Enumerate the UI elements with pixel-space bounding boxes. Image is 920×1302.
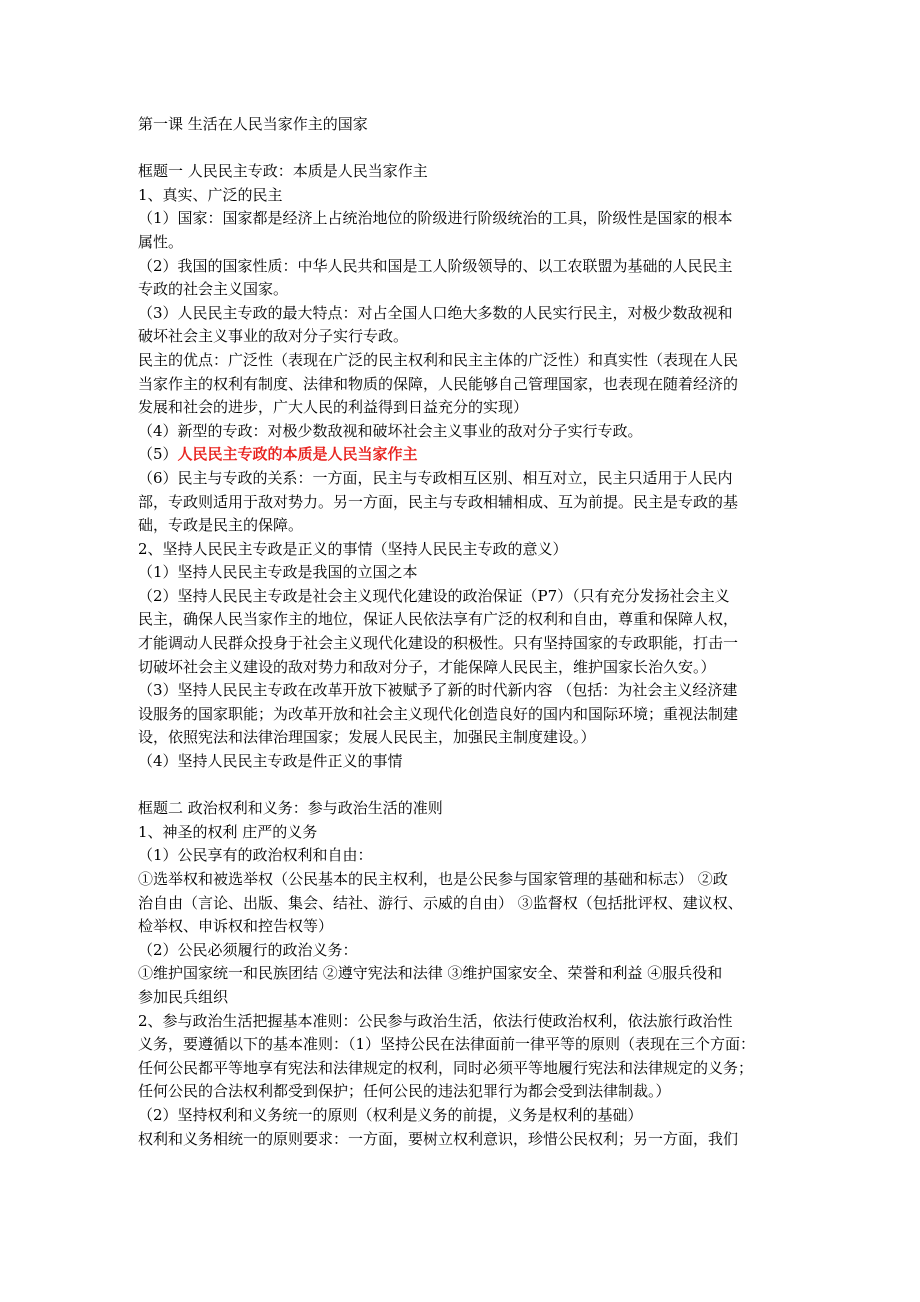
text-line: （3）人民民主专政的最大特点：对占全国人口绝大多数的人民实行民主，对极少数敌视和 [138, 303, 733, 322]
text-line: （3）坚持人民民主专政在改革开放下被赋予了新的时代新内容 （包括：为社会主义经济建 [138, 681, 738, 700]
blank-line [138, 137, 798, 161]
text-line: 义务，要遵循以下的基本准则：（1）坚持公民在法律面前一律平等的原则（表现在三个方面： [138, 1035, 756, 1054]
text-line: 参加民兵组织 [138, 987, 229, 1006]
text-line: 权利和义务相统一的原则要求：一方面，要树立权利意识，珍惜公民权利；另一方面，我们 [138, 1129, 739, 1148]
highlight-text: 人民民主专政的本质是人民当家作主 [177, 445, 418, 464]
lesson-title: 第一课 生活在人民当家作主的国家 [138, 115, 368, 133]
text-line: ①选举权和被选举权（公民基本的民主权利，也是公民参与国家管理的基础和标志） ②政 [138, 870, 728, 888]
text-line: 检举权、申诉权和控告权等） [138, 917, 334, 936]
section-heading: 框题一 人民民主专政：本质是人民当家作主 [138, 162, 428, 181]
text-line: 民主的优点：广泛性（表现在广泛的民主权利和民主主体的广泛性）和真实性（表现在人民 [138, 350, 739, 369]
text-line: （4）新型的专政：对极少数敌视和破坏社会主义事业的敌对分子实行专政。 [138, 421, 643, 440]
document-body [138, 113, 798, 1151]
text-line: 当家作主的权利有制度、法律和物质的保障，人民能够自己管理国家，也表现在随着经济的 [138, 374, 739, 393]
blank-line [138, 774, 798, 798]
text-line: （1）公民享有的政治权利和自由： [138, 846, 373, 865]
text-line: （2）公民必须履行的政治义务： [138, 940, 358, 959]
text-line: （2）坚持权利和义务统一的原则（权利是义务的前提，义务是权利的基础） [138, 1105, 643, 1124]
subsection-heading: 1、神圣的权利 庄严的义务 [138, 822, 318, 841]
text-line: 属性。 [138, 232, 184, 251]
text-line: （6）民主与专政的关系：一方面，民主与专政相互区别、相互对立，民主只适用于人民内 [138, 468, 733, 487]
text-line: （4）坚持人民民主专政是件正义的事情 [138, 752, 403, 771]
text-line: （1）坚持人民民主专政是我国的立国之本 [138, 563, 418, 582]
text-line: 专政的社会主义国家。 [138, 280, 289, 299]
text-line: 切破坏社会主义建设的敌对势力和敌对分子，才能保障人民民主，维护国家长治久安。） [138, 657, 716, 676]
highlight-line [138, 443, 798, 467]
text-line: （1）国家：国家都是经济上占统治地位的阶级进行阶级统治的工具，阶级性是国家的根本 [138, 209, 733, 228]
text-line: 任何公民的合法权利都受到保护；任何公民的违法犯罪行为都会受到法律制裁。） [138, 1082, 671, 1101]
text-line: （2）坚持人民民主专政是社会主义现代化建设的政治保证（P7）（只有充分发扬社会主义 [138, 586, 730, 605]
highlight-prefix: （5） [138, 445, 178, 464]
text-line: 破坏社会主义事业的敌对分子实行专政。 [138, 327, 409, 346]
text-line: 设服务的国家职能；为改革开放和社会主义现代化创造良好的国内和国际环境；重视法制建 [138, 704, 739, 723]
text-line: 任何公民都平等地享有宪法和法律规定的权利，同时必须平等地履行宪法和法律规定的义务； [138, 1058, 754, 1077]
text-line: ①维护国家统一和民族团结 ②遵守宪法和法律 ③维护国家安全、荣誉和利益 ④服兵役和 [138, 964, 723, 983]
section-heading: 框题二 政治权利和义务：参与政治生活的准则 [138, 799, 443, 818]
text-line: 民主，确保人民当家作主的地位，保证人民依法享有广泛的权利和自由，尊重和保障人权， [138, 610, 739, 629]
text-line: 础，专政是民主的保障。 [138, 516, 304, 535]
text-line: 治自由（言论、出版、集会、结社、游行、示威的自由） ③监督权（包括批评权、建议权、 [138, 893, 743, 912]
text-line: 部，专政则适用于敌对势力。另一方面，民主与专政相辅相成、互为前提。民主是专政的基 [138, 492, 739, 511]
text-line: 发展和社会的进步，广大人民的利益得到日益充分的实现） [138, 398, 529, 417]
subsection-heading: 1、真实、广泛的民主 [138, 185, 283, 204]
subsection-heading: 2、坚持人民民主专政是正义的事情（坚持人民民主专政的意义） [138, 539, 568, 558]
text-line: 设，依照宪法和法律治理国家；发展人民民主，加强民主制度建设。） [138, 728, 596, 747]
subsection-heading: 2、参与政治生活把握基本准则：公民参与政治生活，依法行使政治权利，依法旅行政治性 [138, 1011, 733, 1030]
text-line: （2）我国的国家性质：中华人民共和国是工人阶级领导的、以工农联盟为基础的人民民主 [138, 256, 733, 275]
text-line: 才能调动人民群众投身于社会主义现代化建设的积极性。只有坚持国家的专政职能，打击一 [138, 634, 739, 653]
